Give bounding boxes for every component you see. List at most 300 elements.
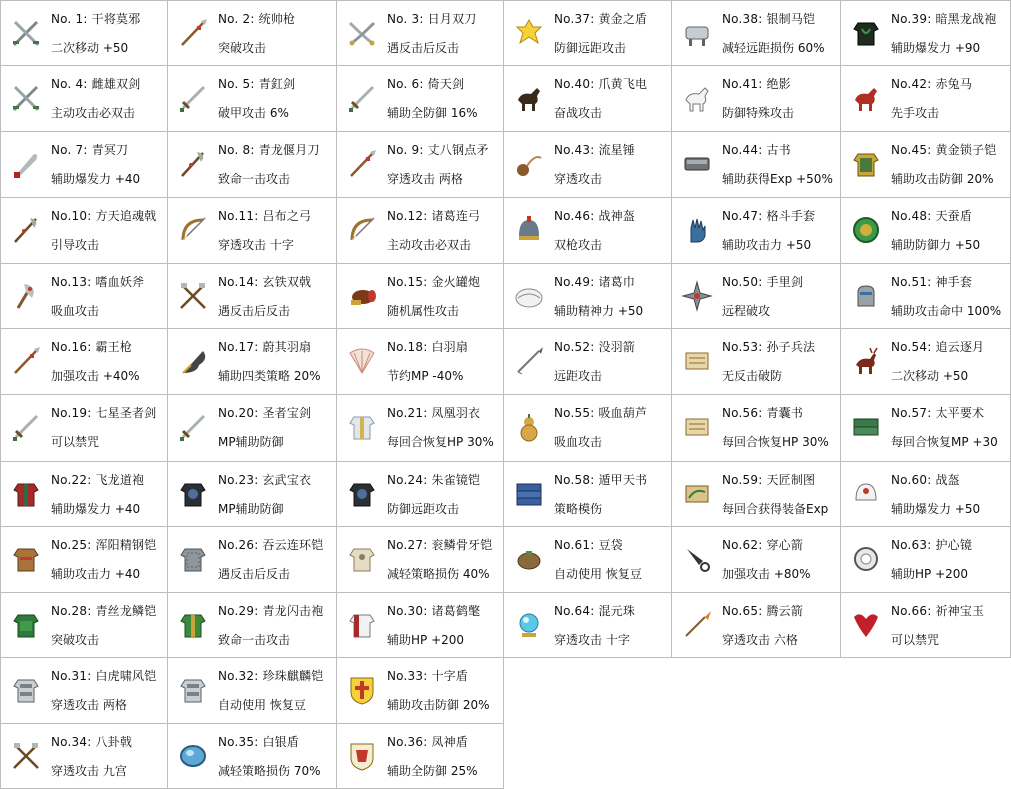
item-card [337, 66, 504, 132]
item-card [337, 724, 504, 789]
item-card [168, 66, 337, 132]
item-card [841, 0, 1011, 66]
item-name [722, 207, 815, 224]
item-name [891, 471, 960, 488]
item-effect: 遇反击后反击 [218, 304, 291, 318]
item-card [0, 395, 168, 462]
item-effect: 辅助爆发力 +40 [51, 502, 141, 516]
item-title: 诸葛巾 [598, 275, 636, 289]
item-number: No.30: [387, 604, 428, 618]
item-title: 追云逐月 [935, 340, 985, 354]
item-title: 日月双刀 [427, 12, 477, 26]
bean-bag-icon [513, 543, 545, 575]
item-name [387, 75, 464, 92]
item-name [722, 404, 803, 421]
item-effect: 致命一击攻击 [218, 633, 291, 647]
item-number: No.12: [387, 209, 428, 223]
item-effect: 可以禁咒 [51, 435, 100, 449]
item-card [504, 132, 672, 198]
item-card [168, 0, 337, 66]
item-name [51, 338, 132, 355]
item-title: 诸葛连弓 [431, 209, 481, 223]
item-name [722, 602, 803, 619]
dark-horse-icon [513, 82, 545, 114]
item-number: No.15: [387, 275, 428, 289]
item-name [218, 75, 295, 92]
item-number: No.66: [891, 604, 932, 618]
item-name [387, 404, 480, 421]
weapons-armor-panel [0, 0, 504, 789]
item-title: 豆袋 [598, 538, 623, 552]
arrow-icon [513, 345, 545, 377]
green-shield-icon [850, 214, 882, 246]
item-title: 倚天剑 [427, 77, 465, 91]
item-card [168, 462, 337, 527]
item-card [841, 66, 1011, 132]
item-title: 流星锤 [598, 143, 636, 157]
item-title: 古书 [766, 143, 791, 157]
item-name [891, 10, 996, 27]
item-title: 珍珠麒麟铠 [262, 669, 324, 683]
white-horse-icon [681, 82, 713, 114]
item-name [218, 207, 311, 224]
item-name [554, 404, 647, 421]
item-card [337, 198, 504, 264]
item-name [554, 602, 635, 619]
item-name [554, 141, 635, 158]
item-card [0, 0, 168, 66]
item-card [504, 527, 672, 593]
item-number: No.19: [51, 406, 92, 420]
item-title: 玄铁双戟 [262, 275, 312, 289]
item-effect: 遇反击后反击 [387, 41, 460, 55]
item-name [218, 338, 311, 355]
item-effect: 减轻策略损伤 40% [387, 567, 490, 581]
item-name [51, 602, 156, 619]
item-card [841, 462, 1011, 527]
item-card [841, 198, 1011, 264]
shuriken-icon [681, 280, 713, 312]
item-title: 吞云连环铠 [262, 538, 324, 552]
item-number: No.11: [218, 209, 259, 223]
item-effect: 穿透攻击 两格 [387, 172, 463, 186]
item-name [387, 10, 476, 27]
item-title: 天蚕盾 [935, 209, 973, 223]
item-card [504, 395, 672, 462]
item-effect: 穿透攻击 两格 [51, 698, 127, 712]
scroll-icon [681, 411, 713, 443]
item-effect: 辅助全防御 25% [387, 764, 478, 778]
twin-halberds-icon [177, 280, 209, 312]
item-name [218, 404, 311, 421]
item-effect: 穿透攻击 六格 [722, 633, 798, 647]
item-effect: 辅助四类策略 20% [218, 369, 321, 383]
red-horse-icon [850, 82, 882, 114]
spear-icon [177, 17, 209, 49]
item-name [554, 536, 623, 553]
item-card [0, 527, 168, 593]
item-number: No.51: [891, 275, 932, 289]
item-card [337, 0, 504, 66]
item-title: 腾云箭 [766, 604, 804, 618]
item-name [722, 536, 803, 553]
green-robe-icon [177, 609, 209, 641]
item-card [504, 329, 672, 395]
item-card [337, 132, 504, 198]
item-effect: 吸血攻击 [51, 304, 100, 318]
item-name [722, 75, 791, 92]
item-effect: 加强攻击 +40% [51, 369, 140, 383]
gold-armor-icon [850, 148, 882, 180]
item-title: 穿心箭 [766, 538, 804, 552]
item-card [168, 593, 337, 658]
item-card [672, 329, 841, 395]
item-title: 祈神宝玉 [935, 604, 985, 618]
item-name [218, 273, 311, 290]
item-effect: 远程破攻 [722, 304, 771, 318]
item-number: No. 2: [218, 12, 255, 26]
item-effect: 辅助获得Exp +50% [722, 172, 833, 186]
item-effect: 辅助攻击防御 20% [387, 698, 490, 712]
item-effect: 遇反击后反击 [218, 567, 291, 581]
item-title: 十字盾 [431, 669, 469, 683]
item-effect: 辅助防御力 +50 [891, 238, 981, 252]
item-effect: 穿透攻击 十字 [218, 238, 294, 252]
item-name [722, 273, 803, 290]
item-number: No.57: [891, 406, 932, 420]
item-number: No.29: [218, 604, 259, 618]
item-title: 青釭剑 [258, 77, 296, 91]
item-card [841, 132, 1011, 198]
item-title: 格斗手套 [766, 209, 816, 223]
item-number: No. 9: [387, 143, 424, 157]
item-number: No.31: [51, 669, 92, 683]
item-number: No. 8: [218, 143, 255, 157]
green-armor-icon [10, 609, 42, 641]
item-effect: 致命一击攻击 [218, 172, 291, 186]
item-effect: 辅助精神力 +50 [554, 304, 644, 318]
item-effect: 二次移动 +50 [51, 41, 129, 55]
item-card [841, 593, 1011, 658]
item-number: No.54: [891, 340, 932, 354]
item-name [51, 207, 156, 224]
item-name [218, 602, 323, 619]
item-effect: 辅助攻击防御 20% [891, 172, 994, 186]
item-title: 丈八钢点矛 [427, 143, 489, 157]
item-card [337, 527, 504, 593]
item-title: 赤兔马 [935, 77, 973, 91]
silver-armor-icon [10, 674, 42, 706]
item-number: No.39: [891, 12, 932, 26]
item-effect: 每回合恢复HP 30% [387, 435, 494, 449]
item-effect: 随机属性攻击 [387, 304, 460, 318]
item-card [0, 593, 168, 658]
item-title: 遁甲天书 [598, 473, 648, 487]
item-title: 飞龙道袍 [95, 473, 145, 487]
item-number: No.47: [722, 209, 763, 223]
item-effect: 主动攻击必双击 [387, 238, 472, 252]
item-name [891, 338, 984, 355]
item-effect: 每回合恢复MP +30 [891, 435, 998, 449]
item-name [722, 141, 791, 158]
item-effect: MP辅助防御 [218, 435, 284, 449]
helmet-icon [850, 478, 882, 510]
item-name [891, 602, 984, 619]
item-effect: 穿透攻击 [554, 172, 603, 186]
item-effect: 双枪攻击 [554, 238, 603, 252]
item-effect: 自动使用 恢复豆 [218, 698, 306, 712]
item-card [504, 198, 672, 264]
item-number: No. 7: [51, 143, 88, 157]
item-number: No.16: [51, 340, 92, 354]
item-number: No.59: [722, 473, 763, 487]
item-title: 青冥刀 [91, 143, 129, 157]
bone-armor-icon [346, 543, 378, 575]
item-number: No.23: [218, 473, 259, 487]
item-title: 混元珠 [598, 604, 636, 618]
item-name [51, 404, 156, 421]
item-card [337, 395, 504, 462]
item-effect: 节约MP -40% [387, 369, 464, 383]
item-number: No.25: [51, 538, 92, 552]
item-card [672, 66, 841, 132]
item-effect: 辅助攻击命中 100% [891, 304, 1002, 318]
item-number: No.27: [387, 538, 428, 552]
item-number: No.37: [554, 12, 595, 26]
item-effect: 减轻远距损伤 60% [722, 41, 825, 55]
item-effect: 先手攻击 [891, 106, 940, 120]
item-name [554, 207, 635, 224]
item-effect: 主动攻击必双击 [51, 106, 136, 120]
item-number: No.36: [387, 735, 428, 749]
item-effect: 无反击破防 [722, 369, 783, 383]
item-number: No. 4: [51, 77, 88, 91]
item-card [168, 527, 337, 593]
item-name [554, 75, 647, 92]
blue-book-icon [513, 478, 545, 510]
item-effect: 辅助爆发力 +40 [51, 172, 141, 186]
item-card [337, 264, 504, 329]
item-name [891, 536, 972, 553]
gauntlet-icon [850, 280, 882, 312]
item-title: 战盔 [935, 473, 960, 487]
kunai-icon [681, 543, 713, 575]
item-effect: 每回合获得装备Exp [722, 502, 829, 516]
item-name [722, 338, 815, 355]
item-card [841, 395, 1011, 462]
item-title: 青囊书 [766, 406, 804, 420]
item-number: No.43: [554, 143, 595, 157]
red-robe-icon [10, 478, 42, 510]
item-name [387, 602, 480, 619]
item-name [218, 10, 295, 27]
item-card [0, 658, 168, 724]
chain-armor-icon [177, 543, 209, 575]
item-title: 嗜血妖斧 [95, 275, 145, 289]
item-card [841, 527, 1011, 593]
item-title: 银制马铠 [766, 12, 816, 26]
item-effect: 吸血攻击 [554, 435, 603, 449]
accessories-panel [504, 0, 1011, 789]
item-title: 凤凰羽衣 [431, 406, 481, 420]
item-effect: 二次移动 +50 [891, 369, 969, 383]
item-name [51, 141, 128, 158]
item-number: No.58: [554, 473, 595, 487]
item-card [504, 264, 672, 329]
twin-swords-icon [10, 17, 42, 49]
item-number: No. 3: [387, 12, 424, 26]
orb-icon [513, 609, 545, 641]
item-title: 爪黄飞电 [598, 77, 648, 91]
cross-shield-icon [346, 674, 378, 706]
item-title: 蔚其羽扇 [262, 340, 312, 354]
item-card [0, 724, 168, 789]
item-title: 青龙闪击袍 [262, 604, 324, 618]
item-effect: 防御远距攻击 [387, 502, 460, 516]
item-title: 青丝龙鳞铠 [95, 604, 157, 618]
item-effect: 可以禁咒 [891, 633, 940, 647]
item-card [841, 329, 1011, 395]
item-card [337, 658, 504, 724]
item-card [168, 658, 337, 724]
item-name [387, 338, 468, 355]
item-name [51, 75, 140, 92]
twin-swords-icon [10, 82, 42, 114]
item-title: 黄金锁子铠 [935, 143, 997, 157]
item-title: 吕布之弓 [262, 209, 312, 223]
item-number: No.46: [554, 209, 595, 223]
bow-icon [346, 214, 378, 246]
item-title: 暗黑龙战袍 [935, 12, 997, 26]
item-name [891, 404, 984, 421]
item-name [891, 207, 972, 224]
item-effect: 奋战攻击 [554, 106, 603, 120]
item-number: No.64: [554, 604, 595, 618]
item-number: No.28: [51, 604, 92, 618]
item-title: 太平要术 [935, 406, 985, 420]
item-title: 绝影 [766, 77, 791, 91]
glove-icon [681, 214, 713, 246]
item-name [891, 273, 972, 290]
item-card [672, 593, 841, 658]
item-title: 白羽扇 [431, 340, 469, 354]
item-title: 战神盔 [598, 209, 636, 223]
item-number: No.50: [722, 275, 763, 289]
item-name [554, 10, 647, 27]
item-effect: 穿透攻击 十字 [554, 633, 630, 647]
item-name [51, 10, 140, 27]
item-title: 衮鳞骨牙铠 [431, 538, 493, 552]
item-card [672, 527, 841, 593]
white-fan-icon [346, 345, 378, 377]
item-card [672, 198, 841, 264]
item-effect: 防御特殊攻击 [722, 106, 795, 120]
white-robe-icon [346, 609, 378, 641]
spear-icon [346, 148, 378, 180]
item-number: No.45: [891, 143, 932, 157]
cannon-icon [346, 280, 378, 312]
item-card [672, 132, 841, 198]
item-name [387, 273, 480, 290]
gold-shield-icon [513, 17, 545, 49]
halberd-icon [177, 148, 209, 180]
sword-icon [177, 82, 209, 114]
item-name [51, 667, 156, 684]
item-card [0, 264, 168, 329]
item-title: 浑阳精钢铠 [95, 538, 157, 552]
item-card [0, 462, 168, 527]
item-card [672, 395, 841, 462]
bronze-armor-icon [10, 543, 42, 575]
item-name [891, 75, 972, 92]
item-card [337, 462, 504, 527]
item-name [387, 141, 489, 158]
item-name [218, 471, 311, 488]
item-effect: 辅助爆发力 +90 [891, 41, 981, 55]
sword-icon [10, 411, 42, 443]
gourd-icon [513, 411, 545, 443]
item-number: No.21: [387, 406, 428, 420]
item-number: No.38: [722, 12, 763, 26]
item-card [337, 593, 504, 658]
item-number: No.32: [218, 669, 259, 683]
item-effect: 辅助爆发力 +50 [891, 502, 981, 516]
item-name [51, 471, 144, 488]
item-effect: 引导攻击 [51, 238, 100, 252]
item-number: No.41: [722, 77, 763, 91]
item-card [672, 0, 841, 66]
item-effect: 自动使用 恢复豆 [554, 567, 642, 581]
blade-icon [10, 148, 42, 180]
war-helmet-icon [513, 214, 545, 246]
item-card [841, 264, 1011, 329]
dark-armor-icon [177, 478, 209, 510]
item-number: No.42: [891, 77, 932, 91]
item-effect: 辅助HP +200 [387, 633, 465, 647]
item-card [168, 329, 337, 395]
horse-armor-icon [681, 17, 713, 49]
item-number: No.17: [218, 340, 259, 354]
item-name [51, 733, 132, 750]
meteor-hammer-icon [513, 148, 545, 180]
item-title: 诸葛鹤氅 [431, 604, 481, 618]
item-effect: 突破攻击 [218, 41, 267, 55]
item-effect: 穿透攻击 九宫 [51, 764, 127, 778]
item-name [387, 667, 468, 684]
item-title: 圣者宝剑 [262, 406, 312, 420]
bow-icon [177, 214, 209, 246]
twin-halberds-icon [10, 740, 42, 772]
item-number: No.65: [722, 604, 763, 618]
item-number: No.60: [891, 473, 932, 487]
item-card [0, 66, 168, 132]
item-number: No.62: [722, 538, 763, 552]
item-card [504, 462, 672, 527]
mirror-icon [850, 543, 882, 575]
item-name [218, 536, 323, 553]
item-card [504, 66, 672, 132]
item-title: 玄武宝衣 [262, 473, 312, 487]
fire-arrow-icon [681, 609, 713, 641]
item-name [554, 471, 647, 488]
item-name [387, 733, 468, 750]
robe-icon [346, 411, 378, 443]
item-name [218, 667, 323, 684]
item-number: No.52: [554, 340, 595, 354]
item-card [0, 329, 168, 395]
item-name [554, 338, 635, 355]
feather-fan-icon [177, 345, 209, 377]
